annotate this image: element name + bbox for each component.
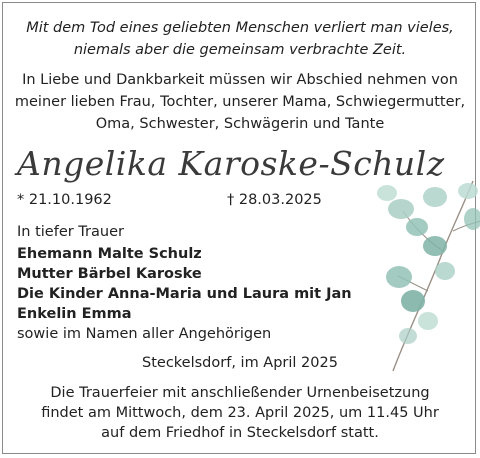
mourner-name: Mutter Bärbel Karoske <box>17 266 202 282</box>
deceased-name: Angelika Karoske-Schulz <box>17 144 445 183</box>
mourner-name: Die Kinder Anna-Maria und Laura mit Jan <box>17 286 352 302</box>
ceremony-line-1: Die Trauerfeier mit anschließender Urnenbeisetzung <box>50 385 430 401</box>
mourners-intro: In tiefer Trauer <box>17 224 124 240</box>
death-date: † 28.03.2025 <box>227 192 322 208</box>
quote-line-1: Mit dem Tod eines geliebten Menschen verliert man vieles, <box>26 20 454 36</box>
intro-line-3: Oma, Schwester, Schwägerin und Tante <box>95 116 385 132</box>
mourner-name: Ehemann Malte Schulz <box>17 246 202 262</box>
obituary-notice <box>2 2 476 454</box>
quote-line-2: niemals aber die gemeinsam verbrachte Zeit. <box>73 42 407 58</box>
birth-date: * 21.10.1962 <box>17 192 112 208</box>
mourners-closing: sowie im Namen aller Angehörigen <box>17 326 272 342</box>
intro-line-2: meiner lieben Frau, Tochter, unserer Mama, Schwiegermutter, <box>14 94 466 110</box>
ceremony-line-3: auf dem Friedhof in Steckelsdorf statt. <box>101 425 379 441</box>
eucalyptus-branch-illustration <box>373 171 480 381</box>
intro-line-1: In Liebe und Dankbarkeit müssen wir Abschied nehmen von <box>22 72 458 88</box>
place-date: Steckelsdorf, im April 2025 <box>142 355 338 371</box>
ceremony-line-2: findet am Mittwoch, dem 23. April 2025, um 11.45 Uhr <box>41 405 439 421</box>
mourner-name: Enkelin Emma <box>17 306 132 322</box>
